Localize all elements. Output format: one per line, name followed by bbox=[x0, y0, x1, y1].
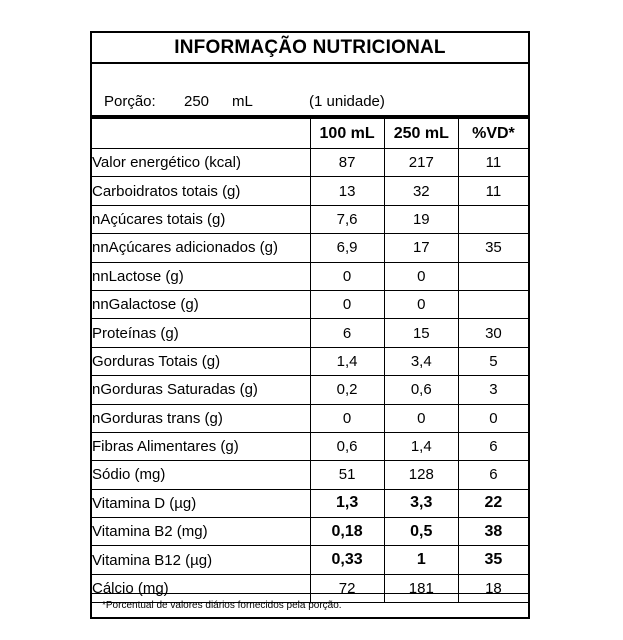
nutrient-name: Vitamina D (µg) bbox=[92, 489, 310, 517]
nutrient-name: nGorduras trans (g) bbox=[92, 404, 310, 432]
value-250ml: 3,3 bbox=[384, 489, 458, 517]
nutrient-name: Proteínas (g) bbox=[92, 319, 310, 347]
nutrient-name: Carboidratos totais (g) bbox=[92, 177, 310, 205]
value-100ml: 13 bbox=[310, 177, 384, 205]
value-250ml: 15 bbox=[384, 319, 458, 347]
table-row bbox=[92, 234, 528, 262]
value-vd: 22 bbox=[458, 489, 528, 517]
table-row bbox=[92, 518, 528, 546]
value-250ml: 1 bbox=[384, 546, 458, 574]
value-vd: 6 bbox=[458, 432, 528, 460]
value-vd: 3 bbox=[458, 376, 528, 404]
value-100ml: 0 bbox=[310, 404, 384, 432]
nutrition-facts-panel bbox=[90, 31, 530, 619]
value-100ml: 6,9 bbox=[310, 234, 384, 262]
table-row bbox=[92, 489, 528, 517]
table-row bbox=[92, 404, 528, 432]
value-250ml: 128 bbox=[384, 461, 458, 489]
value-vd: 5 bbox=[458, 347, 528, 375]
portion-amount: 250 bbox=[184, 93, 210, 110]
value-250ml: 17 bbox=[384, 234, 458, 262]
nutrient-name: nnAçúcares adicionados (g) bbox=[92, 234, 310, 262]
value-vd: 38 bbox=[458, 518, 528, 546]
table-row bbox=[92, 205, 528, 233]
panel-title: INFORMAÇÃO NUTRICIONAL bbox=[174, 37, 446, 58]
value-100ml: 6 bbox=[310, 319, 384, 347]
header-nutrient bbox=[92, 119, 310, 149]
table-row bbox=[92, 347, 528, 375]
value-250ml: 217 bbox=[384, 149, 458, 177]
value-250ml: 181 bbox=[384, 574, 458, 602]
value-100ml: 0,6 bbox=[310, 432, 384, 460]
nutrient-name: Cálcio (mg) bbox=[92, 574, 310, 602]
value-100ml: 0,33 bbox=[310, 546, 384, 574]
table-row bbox=[92, 319, 528, 347]
value-100ml: 0 bbox=[310, 290, 384, 318]
title-divider bbox=[92, 62, 528, 64]
value-250ml: 3,4 bbox=[384, 347, 458, 375]
footnote-divider bbox=[92, 593, 528, 594]
value-vd: 35 bbox=[458, 546, 528, 574]
value-100ml: 0,18 bbox=[310, 518, 384, 546]
header-100ml: 100 mL bbox=[310, 119, 384, 149]
nutrient-name: nnLactose (g) bbox=[92, 262, 310, 290]
value-250ml: 0,6 bbox=[384, 376, 458, 404]
value-250ml: 19 bbox=[384, 205, 458, 233]
nutrient-name: Valor energético (kcal) bbox=[92, 149, 310, 177]
portion-note: (1 unidade) bbox=[309, 93, 385, 110]
nutrient-name: nAçúcares totais (g) bbox=[92, 205, 310, 233]
value-vd: 11 bbox=[458, 177, 528, 205]
table-row bbox=[92, 177, 528, 205]
table-row bbox=[92, 376, 528, 404]
value-100ml: 1,3 bbox=[310, 489, 384, 517]
value-100ml: 7,6 bbox=[310, 205, 384, 233]
value-vd bbox=[458, 262, 528, 290]
value-vd: 11 bbox=[458, 149, 528, 177]
nutrient-name: nGorduras Saturadas (g) bbox=[92, 376, 310, 404]
value-100ml: 72 bbox=[310, 574, 384, 602]
value-vd bbox=[458, 205, 528, 233]
portion-label: Porção: bbox=[104, 93, 156, 110]
value-vd: 30 bbox=[458, 319, 528, 347]
value-vd: 35 bbox=[458, 234, 528, 262]
value-100ml: 51 bbox=[310, 461, 384, 489]
value-250ml: 1,4 bbox=[384, 432, 458, 460]
nutrient-name: Gorduras Totais (g) bbox=[92, 347, 310, 375]
value-250ml: 32 bbox=[384, 177, 458, 205]
nutrient-name: Vitamina B2 (mg) bbox=[92, 518, 310, 546]
nutrient-name: Vitamina B12 (µg) bbox=[92, 546, 310, 574]
nutrient-name: nnGalactose (g) bbox=[92, 290, 310, 318]
value-250ml: 0,5 bbox=[384, 518, 458, 546]
table-row bbox=[92, 574, 528, 602]
header-250ml: 250 mL bbox=[384, 119, 458, 149]
value-vd: 18 bbox=[458, 574, 528, 602]
header-vd: %VD* bbox=[458, 119, 528, 149]
table-row bbox=[92, 546, 528, 574]
value-100ml: 87 bbox=[310, 149, 384, 177]
nutrition-table bbox=[92, 119, 528, 603]
table-header-row bbox=[92, 119, 528, 149]
value-100ml: 0 bbox=[310, 262, 384, 290]
portion-unit: mL bbox=[232, 93, 253, 110]
value-250ml: 0 bbox=[384, 404, 458, 432]
table-row bbox=[92, 262, 528, 290]
value-vd: 0 bbox=[458, 404, 528, 432]
value-vd bbox=[458, 290, 528, 318]
value-vd: 6 bbox=[458, 461, 528, 489]
value-250ml: 0 bbox=[384, 290, 458, 318]
value-100ml: 1,4 bbox=[310, 347, 384, 375]
nutrient-name: Sódio (mg) bbox=[92, 461, 310, 489]
nutrient-name: Fibras Alimentares (g) bbox=[92, 432, 310, 460]
table-row bbox=[92, 149, 528, 177]
table-row bbox=[92, 290, 528, 318]
table-row bbox=[92, 461, 528, 489]
table-row bbox=[92, 432, 528, 460]
value-100ml: 0,2 bbox=[310, 376, 384, 404]
value-250ml: 0 bbox=[384, 262, 458, 290]
footnote: *Porcentual de valores diários fornecidos pela porção. bbox=[102, 600, 342, 611]
